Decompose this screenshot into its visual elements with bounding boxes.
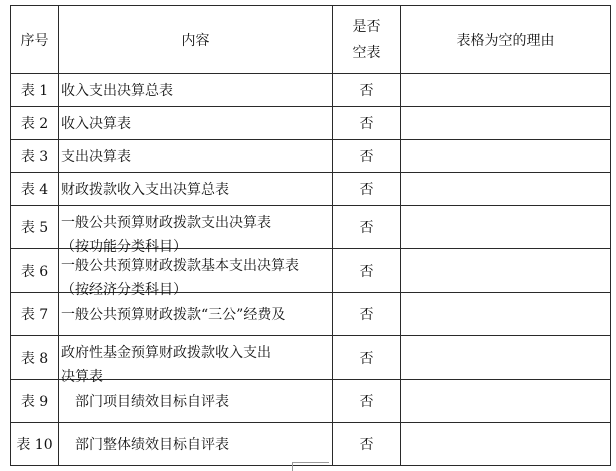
row-no: 表 7: [11, 293, 59, 336]
row-no: 表 9: [11, 380, 59, 423]
row-reason: [401, 173, 611, 206]
row-no: 表 3: [11, 140, 59, 173]
row-no: 表 5: [11, 206, 59, 249]
row-is-empty: 否: [333, 206, 401, 249]
row-no: 表 8: [11, 336, 59, 380]
row-is-empty: 否: [333, 336, 401, 380]
row-content: 收入支出决算总表: [59, 74, 333, 107]
header-is-empty: [333, 6, 401, 74]
header-content: 内容: [59, 6, 333, 74]
row-content-line2: （按经济分类科目）: [61, 282, 187, 298]
row-content-line1: 一般公共预算财政拨款支出决算表: [61, 215, 271, 231]
row-content: [59, 249, 333, 298]
table-row: [11, 206, 611, 249]
row-content: 一般公共预算财政拨款“三公”经费及: [59, 293, 333, 336]
row-content: 收入决算表: [59, 107, 333, 140]
row-no: 表 2: [11, 107, 59, 140]
table-row: [11, 336, 611, 380]
row-reason: [401, 380, 611, 423]
row-content: [59, 206, 333, 255]
header-is-empty-line2: 空表: [352, 44, 381, 61]
row-no: 表 1: [11, 74, 59, 107]
row-is-empty: 否: [333, 380, 401, 423]
row-reason: [401, 140, 611, 173]
row-is-empty: 否: [333, 293, 401, 336]
row-content-clip: [61, 341, 332, 385]
row-content-line2: 决算表: [61, 369, 103, 385]
row-content-line1: 政府性基金预算财政拨款收入支出: [61, 345, 271, 361]
row-no: 表 10: [11, 423, 59, 466]
row-is-empty: 否: [333, 173, 401, 206]
header-no: 序号: [11, 6, 59, 74]
header-reason: 表格为空的理由: [401, 6, 611, 74]
row-reason: [401, 423, 611, 466]
row-content: [59, 336, 333, 385]
table-row: [11, 140, 611, 173]
page-edge-mark: [292, 462, 329, 471]
table-row: [11, 74, 611, 107]
table-row: [11, 423, 611, 466]
row-content: 财政拨款收入支出决算总表: [59, 173, 333, 206]
row-reason: [401, 107, 611, 140]
row-reason: [401, 206, 611, 249]
row-is-empty: 否: [333, 423, 401, 466]
row-content-clip: [61, 254, 332, 298]
header-is-empty-line1: 是否: [352, 18, 381, 35]
row-is-empty: 否: [333, 107, 401, 140]
row-is-empty: 否: [333, 140, 401, 173]
row-content-line1: 一般公共预算财政拨款基本支出决算表: [61, 258, 299, 274]
row-content-line2: （按功能分类科目）: [61, 239, 187, 255]
row-content: 部门项目绩效目标自评表: [59, 380, 333, 423]
row-no: 表 4: [11, 173, 59, 206]
row-content-clip: [61, 211, 332, 255]
row-reason: [401, 336, 611, 380]
row-reason: [401, 293, 611, 336]
row-content: 支出决算表: [59, 140, 333, 173]
table-header-row: [11, 6, 611, 74]
table-row: [11, 249, 611, 293]
row-no: 表 6: [11, 249, 59, 293]
row-is-empty: 否: [333, 74, 401, 107]
row-reason: [401, 249, 611, 293]
row-content: 部门整体绩效目标自评表: [59, 423, 333, 466]
report-table: [10, 5, 611, 466]
table-row: [11, 107, 611, 140]
row-is-empty: 否: [333, 249, 401, 293]
table-row: [11, 173, 611, 206]
row-reason: [401, 74, 611, 107]
